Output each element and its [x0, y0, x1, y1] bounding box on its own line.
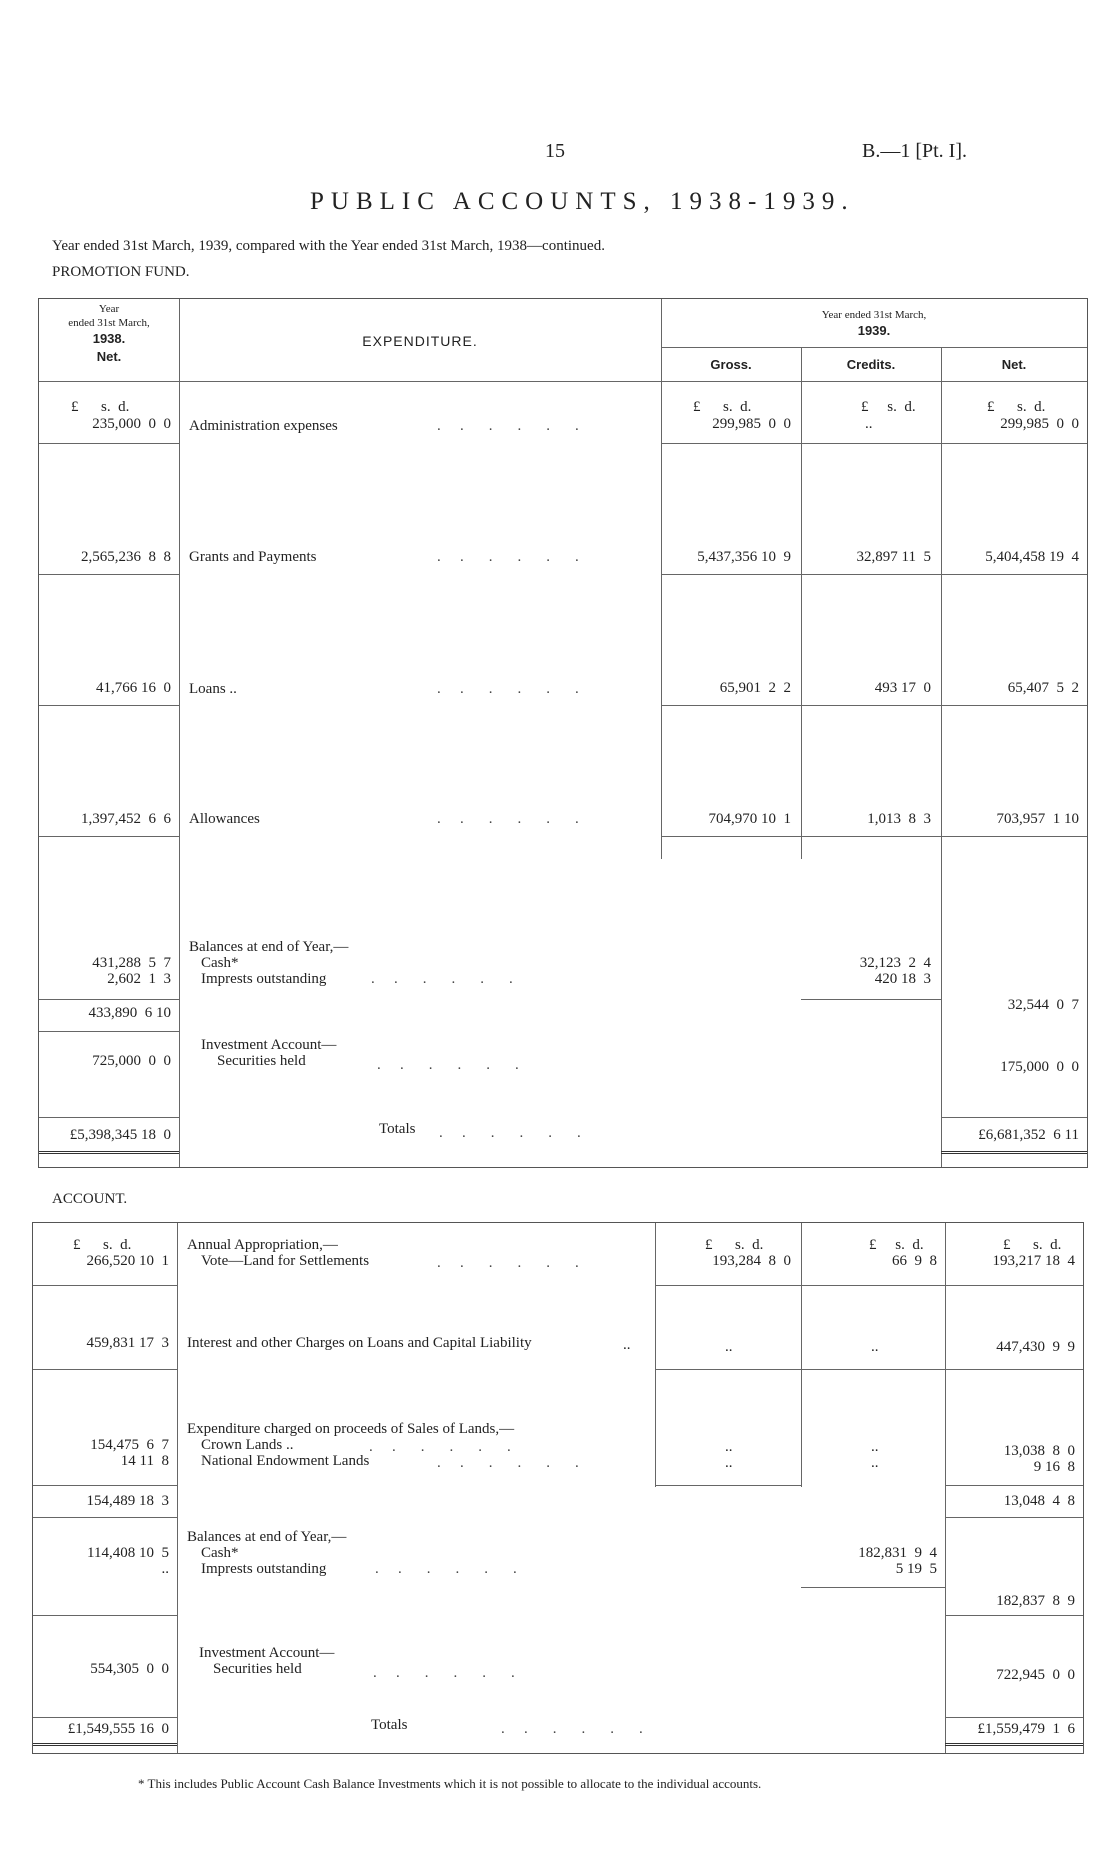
section-title-promotion-fund: PROMOTION FUND.: [52, 264, 190, 280]
interest-prev: 459,831 17 3: [86, 1335, 169, 1351]
sales-crown-net: 13,038 8 0: [1003, 1443, 1075, 1459]
page-reference: B.—1 [Pt. I].: [862, 140, 967, 162]
admin-gross: 299,985 0 0: [712, 416, 791, 432]
allowances-credits: 1,013 8 3: [867, 811, 931, 827]
totals-net: £1,559,479 1 6: [977, 1721, 1075, 1737]
leader-dots: . . . . . .: [369, 1439, 513, 1455]
section-title-account: ACCOUNT.: [52, 1191, 128, 1207]
appropriation-prev: 266,520 10 1: [86, 1253, 169, 1269]
unit-label: £ s. d.: [705, 1237, 764, 1253]
leader-dots: ..: [725, 1439, 733, 1455]
interest-gross: ..: [725, 1339, 733, 1355]
investment-heading: Investment Account—: [199, 1645, 335, 1661]
loans-net: 65,407 5 2: [1007, 680, 1079, 696]
account-table: [32, 1222, 1084, 1754]
leader-dots: . . . . . .: [501, 1721, 645, 1737]
header-cur-year-1939: 1939.: [857, 323, 891, 338]
investment-prev: 554,305 0 0: [90, 1661, 169, 1677]
unit-label: £ s. d.: [861, 399, 916, 415]
unit-label: £ s. d.: [1003, 1237, 1062, 1253]
balances-cash-credits: 182,831 9 4: [858, 1545, 937, 1561]
unit-label: £ s. d.: [693, 399, 752, 415]
header-credits: Credits.: [846, 357, 896, 372]
header-gross: Gross.: [710, 357, 752, 372]
balances-cash-label: Cash*: [201, 955, 239, 971]
balances-imprest-label: Imprests outstanding: [201, 1561, 327, 1577]
sales-national-net: 9 16 8: [1033, 1459, 1075, 1475]
admin-net: 299,985 0 0: [1000, 416, 1079, 432]
grants-net: 5,404,458 19 4: [985, 549, 1079, 565]
header-net: Net.: [1001, 357, 1027, 372]
balances-imprest-credits: 5 19 5: [895, 1561, 937, 1577]
balances-imprest-label: Imprests outstanding: [201, 971, 327, 987]
totals-label: Totals: [371, 1717, 408, 1733]
unit-label: £ s. d.: [869, 1237, 924, 1253]
balances-cash-credits: 32,123 2 4: [859, 955, 931, 971]
leader-dots: ..: [623, 1337, 631, 1353]
header-prev-net: Net.: [96, 349, 122, 364]
allowances-gross: 704,970 10 1: [708, 811, 791, 827]
interest-net: 447,430 9 9: [996, 1339, 1075, 1355]
sales-crown-prev: 154,475 6 7: [90, 1437, 169, 1453]
balances-cash-prev: 114,408 10 5: [87, 1545, 169, 1561]
promotion-fund-table: [38, 298, 1088, 1168]
admin-prev: 235,000 0 0: [92, 416, 171, 432]
leader-dots: . . . . . .: [375, 1561, 519, 1577]
balances-cash-prev: 431,288 5 7: [92, 955, 171, 971]
loans-credits: 493 17 0: [874, 680, 931, 696]
header-prev-year-1938: 1938.: [92, 331, 126, 346]
leader-dots: ..: [725, 1455, 733, 1471]
leader-dots: . . . . . .: [437, 1455, 581, 1471]
unit-label: £ s. d.: [71, 399, 130, 415]
appropriation-label: Vote—Land for Settlements: [201, 1253, 370, 1269]
balances-net: 182,837 8 9: [996, 1593, 1075, 1609]
page-title: PUBLIC ACCOUNTS, 1938-1939.: [310, 188, 855, 215]
totals-net: £6,681,352 6 11: [978, 1127, 1079, 1143]
balances-subtotal-prev: 433,890 6 10: [88, 1005, 171, 1021]
interest-credits: ..: [871, 1339, 879, 1355]
leader-dots: . . . . . .: [373, 1665, 517, 1681]
unit-label: £ s. d.: [73, 1237, 132, 1253]
leader-dots: . . . . . .: [437, 418, 581, 434]
appropriation-credits: 66 9 8: [892, 1253, 937, 1269]
page-number: 15: [545, 140, 565, 162]
balances-imprest-prev: ..: [161, 1561, 169, 1577]
leader-dots: . . . . . .: [377, 1057, 521, 1073]
leader-dots: ..: [871, 1439, 879, 1455]
header-prev-year: Year: [98, 303, 120, 315]
grants-credits: 32,897 11 5: [856, 549, 931, 565]
leader-dots: . . . . . .: [437, 681, 581, 697]
sales-subtotal-prev: 154,489 18 3: [86, 1493, 169, 1509]
appropriation-heading: Annual Appropriation,—: [187, 1237, 338, 1253]
investment-prev: 725,000 0 0: [92, 1053, 171, 1069]
balances-imprest-prev: 2,602 1 3: [107, 971, 171, 987]
balances-heading: Balances at end of Year,—: [187, 1529, 347, 1545]
grants-gross: 5,437,356 10 9: [697, 549, 791, 565]
admin-credits: ..: [865, 416, 873, 432]
loans-gross: 65,901 2 2: [719, 680, 791, 696]
sales-national-prev: 14 11 8: [120, 1453, 169, 1469]
interest-label: Interest and other Charges on Loans and Capital Liability: [187, 1335, 532, 1351]
totals-prev: £5,398,345 18 0: [69, 1127, 171, 1143]
balances-net: 32,544 0 7: [1007, 997, 1079, 1013]
balances-imprest-credits: 420 18 3: [874, 971, 931, 987]
header-prev-year-ended: ended 31st March,: [68, 317, 150, 329]
loans-prev: 41,766 16 0: [96, 680, 171, 696]
leader-dots: . . . . . .: [437, 1255, 581, 1271]
balances-cash-label: Cash*: [201, 1545, 239, 1561]
header-expenditure: EXPENDITURE.: [362, 333, 478, 349]
investment-net: 722,945 0 0: [996, 1667, 1075, 1683]
balances-heading: Balances at end of Year,—: [189, 939, 349, 955]
page-subtitle: Year ended 31st March, 1939, compared with the Year ended 31st March, 1938—continued.: [52, 238, 605, 254]
leader-dots: . . . . . .: [437, 811, 581, 827]
admin-label: Administration expenses: [189, 418, 338, 434]
appropriation-gross: 193,284 8 0: [712, 1253, 791, 1269]
allowances-net: 703,957 1 10: [996, 811, 1079, 827]
unit-label: £ s. d.: [987, 399, 1046, 415]
sales-heading: Expenditure charged on proceeds of Sales of Lands,—: [187, 1421, 515, 1437]
loans-label: Loans ..: [189, 681, 237, 697]
leader-dots: . . . . . .: [439, 1125, 583, 1141]
sales-crown-label: Crown Lands ..: [201, 1437, 294, 1453]
totals-prev: £1,549,555 16 0: [67, 1721, 169, 1737]
grants-prev: 2,565,236 8 8: [81, 549, 171, 565]
totals-label: Totals: [379, 1121, 416, 1137]
investment-label: Securities held: [213, 1661, 302, 1677]
grants-label: Grants and Payments: [189, 549, 317, 565]
appropriation-net: 193,217 18 4: [992, 1253, 1075, 1269]
investment-net: 175,000 0 0: [1000, 1059, 1079, 1075]
leader-dots: ..: [871, 1455, 879, 1471]
header-cur-year: Year ended 31st March,: [821, 309, 927, 321]
sales-subtotal-net: 13,048 4 8: [1003, 1493, 1075, 1509]
leader-dots: . . . . . .: [437, 549, 581, 565]
sales-national-label: National Endowment Lands: [201, 1453, 370, 1469]
allowances-label: Allowances: [189, 811, 260, 827]
allowances-prev: 1,397,452 6 6: [81, 811, 171, 827]
footnote: * This includes Public Account Cash Balance Investments which it is not possible to allocate to the individual accounts.: [138, 1776, 762, 1791]
investment-heading: Investment Account—: [201, 1037, 337, 1053]
leader-dots: . . . . . .: [371, 971, 515, 987]
investment-label: Securities held: [217, 1053, 306, 1069]
